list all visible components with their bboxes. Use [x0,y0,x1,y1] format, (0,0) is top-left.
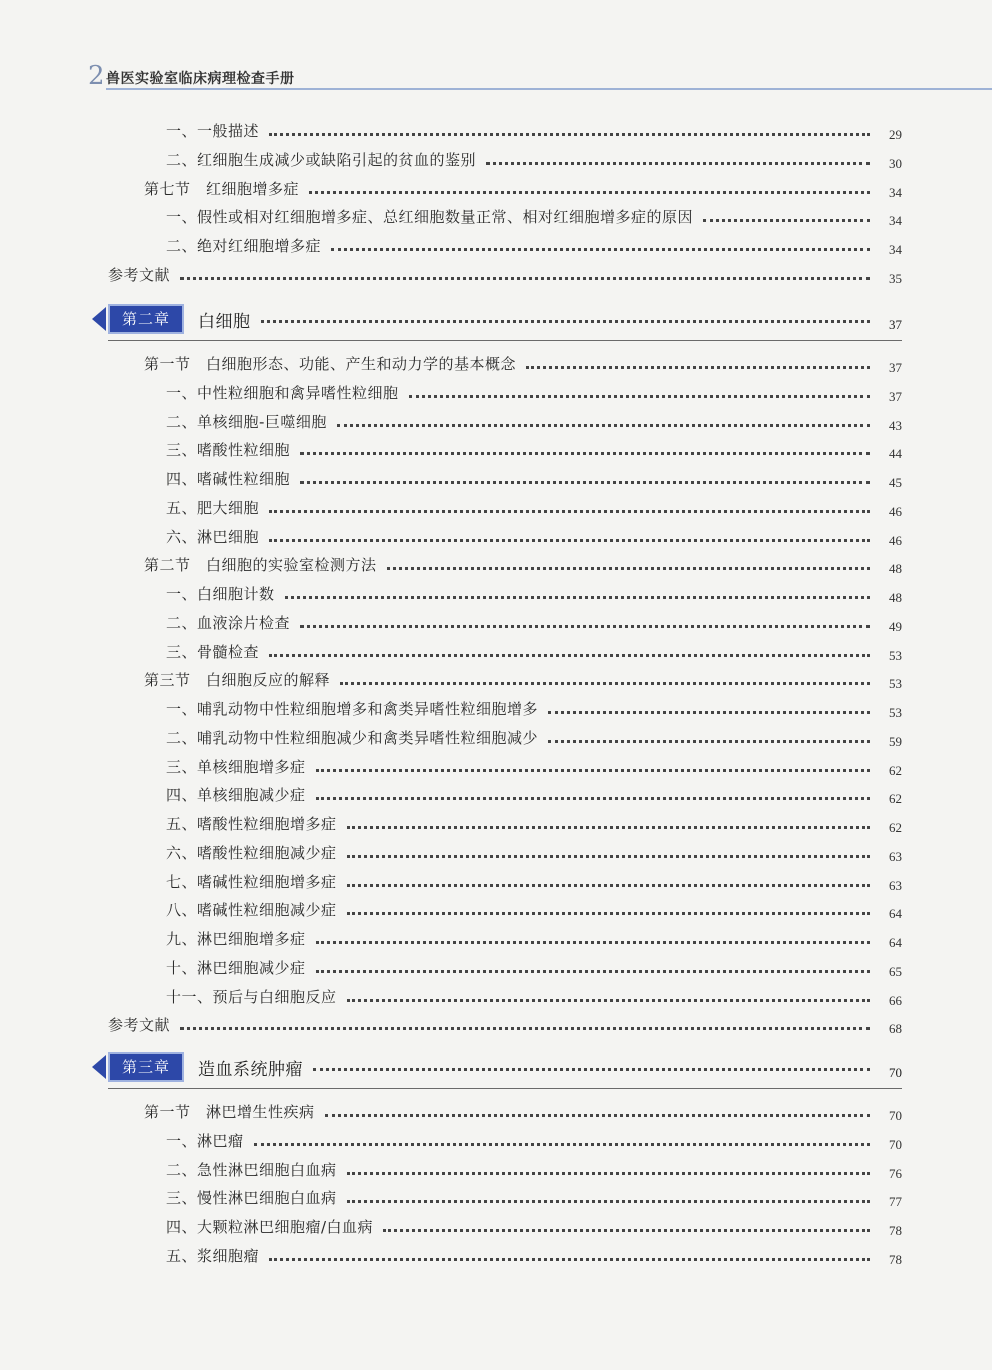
toc-entry[interactable] [166,754,902,776]
toc-entry[interactable] [166,1185,902,1207]
toc-entry-title: 六、淋巴细胞 [166,528,260,546]
toc-entry[interactable] [144,667,902,689]
toc-page-number: 35 [889,271,902,286]
toc-entry-title: 一、白细胞计数 [166,585,275,603]
toc-entry-title: 第一节 白细胞形态、功能、产生和动力学的基本概念 [144,355,517,373]
dot-leader [347,855,870,858]
toc-entry-title: 第七节 红细胞增多症 [144,180,300,198]
toc-page-number: 37 [889,360,902,375]
toc-entry[interactable] [166,409,902,431]
toc-page-number: 62 [889,791,902,806]
dot-leader [269,1258,870,1261]
dot-leader [387,567,870,570]
dot-leader [340,682,870,685]
toc-entry[interactable] [144,176,902,198]
chapter-rule [108,1088,902,1089]
chapter-arrow-icon [92,1055,106,1079]
toc-entry-title: 一、中性粒细胞和禽异嗜性粒细胞 [166,384,399,402]
toc-entry-title: 四、大颗粒淋巴细胞瘤/白血病 [166,1218,374,1236]
toc-entry-title: 二、血液涂片检查 [166,614,291,632]
dot-leader [269,133,870,136]
toc-entry-title: 参考文献 [108,1016,171,1034]
chapter-arrow-icon [92,307,106,331]
toc-entry-title: 二、红细胞生成减少或缺陷引起的贫血的鉴别 [166,151,477,169]
dot-leader [703,219,870,222]
toc-page-number: 66 [889,993,902,1008]
toc-page-number: 78 [889,1223,902,1238]
toc-page-number: 64 [889,935,902,950]
toc-entry-title: 十、淋巴细胞减少症 [166,959,306,977]
toc-entry[interactable] [166,696,902,718]
toc-entry-title: 二、急性淋巴细胞白血病 [166,1161,337,1179]
dot-leader [269,539,870,542]
toc-page-number: 37 [889,389,902,404]
toc-entry-title: 八、嗜碱性粒细胞减少症 [166,901,337,919]
toc-page-number: 70 [889,1108,902,1123]
dot-leader [347,912,870,915]
toc-entry-title: 四、嗜碱性粒细胞 [166,470,291,488]
toc-entry[interactable] [144,1099,902,1121]
toc-entry[interactable] [108,262,902,284]
dot-leader [269,654,870,657]
toc-entry[interactable] [166,610,902,632]
chapter-heading[interactable] [92,306,902,332]
toc-entry[interactable] [108,1012,902,1034]
chapter-title: 白细胞 [198,311,251,332]
toc-entry[interactable] [166,1214,902,1236]
toc-entry[interactable] [166,437,902,459]
dot-leader [313,1068,870,1071]
toc-entry[interactable] [166,782,902,804]
toc-entry[interactable] [166,869,902,891]
dot-leader [325,1114,870,1117]
dot-leader [347,999,870,1002]
toc-entry-title: 四、单核细胞减少症 [166,786,306,804]
toc-entry-title: 二、单核细胞-巨噬细胞 [166,413,327,431]
toc-page-number: 65 [889,964,902,979]
toc-page-number: 53 [889,676,902,691]
dot-leader [486,162,870,165]
dot-leader [347,1200,870,1203]
toc-page-number: 62 [889,820,902,835]
toc-entry[interactable] [166,524,902,546]
toc-page-number: 44 [889,446,902,461]
toc-entry[interactable] [166,639,902,661]
toc-entry[interactable] [166,1128,902,1150]
toc-entry-title: 三、嗜酸性粒细胞 [166,441,291,459]
toc-page-number: 46 [889,504,902,519]
toc-page-number: 62 [889,763,902,778]
toc-page-number: 76 [889,1166,902,1181]
dot-leader [316,941,870,944]
chapter-title: 造血系统肿瘤 [198,1059,304,1080]
toc-page-number: 63 [889,878,902,893]
dot-leader [347,1172,870,1175]
dot-leader [526,366,870,369]
toc-page-number: 48 [889,590,902,605]
dot-leader [337,424,870,427]
dot-leader [285,596,870,599]
toc-entry[interactable] [166,725,902,747]
toc-entry-title: 五、嗜酸性粒细胞增多症 [166,815,337,833]
toc-page-number: 45 [889,475,902,490]
toc-entry-title: 二、哺乳动物中性粒细胞减少和禽类异嗜性粒细胞减少 [166,729,539,747]
dot-leader [383,1229,870,1232]
toc-page-number: 63 [889,849,902,864]
toc-entry-title: 一、假性或相对红细胞增多症、总红细胞数量正常、相对红细胞增多症的原因 [166,208,694,226]
toc-page-number: 59 [889,734,902,749]
chapter-heading[interactable] [92,1054,902,1080]
toc-entry-title: 六、嗜酸性粒细胞减少症 [166,844,337,862]
toc-entry-title: 三、单核细胞增多症 [166,758,306,776]
toc-entry[interactable] [166,118,902,140]
dot-leader [548,740,870,743]
dot-leader [261,320,870,323]
toc-page-number: 64 [889,906,902,921]
toc-entry[interactable] [166,581,902,603]
toc-entry[interactable] [166,466,902,488]
dot-leader [180,277,870,280]
toc-entry[interactable] [166,984,902,1006]
toc-entry-title: 一、一般描述 [166,122,260,140]
dot-leader [180,1027,870,1030]
toc-entry-title: 七、嗜碱性粒细胞增多症 [166,873,337,891]
book-title: 兽医实验室临床病理检查手册 [106,71,295,87]
dot-leader [300,481,870,484]
toc-entry-title: 五、浆细胞瘤 [166,1247,260,1265]
toc-entry-title: 一、淋巴瘤 [166,1132,244,1150]
toc-page-number: 34 [889,185,902,200]
dot-leader [300,625,870,628]
toc-page-number: 53 [889,648,902,663]
toc-page-number: 53 [889,705,902,720]
dot-leader [316,769,870,772]
toc-page-number: 29 [889,127,902,142]
dot-leader [254,1143,870,1146]
toc-entry-title: 五、肥大细胞 [166,499,260,517]
chapter-page-number: 37 [889,317,902,332]
toc-page-number: 78 [889,1252,902,1267]
toc-entry[interactable] [166,840,902,862]
toc-page-number: 48 [889,561,902,576]
toc-entry[interactable] [166,1157,902,1179]
toc-entry[interactable] [166,897,902,919]
toc-entry-title: 第一节 淋巴增生性疾病 [144,1103,315,1121]
dot-leader [331,248,870,251]
toc-page-number: 49 [889,619,902,634]
toc-entry[interactable] [166,955,902,977]
toc-page-number: 46 [889,533,902,548]
toc-entry-title: 三、慢性淋巴细胞白血病 [166,1189,337,1207]
toc-entry[interactable] [166,147,902,169]
toc-entry-title: 一、哺乳动物中性粒细胞增多和禽类异嗜性粒细胞增多 [166,700,539,718]
toc-entry[interactable] [166,380,902,402]
chapter-page-number: 70 [889,1065,902,1080]
dot-leader [347,826,870,829]
toc-entry[interactable] [144,552,902,574]
toc-entry-title: 第三节 白细胞反应的解释 [144,671,331,689]
toc-entry[interactable] [166,204,902,226]
toc-page-number: 70 [889,1137,902,1152]
dot-leader [409,395,870,398]
toc-entry-title: 九、淋巴细胞增多症 [166,930,306,948]
toc-entry-title: 第二节 白细胞的实验室检测方法 [144,556,377,574]
dot-leader [269,510,870,513]
dot-leader [309,191,870,194]
dot-leader [316,970,870,973]
toc-page-number: 77 [889,1194,902,1209]
toc-entry-title: 二、绝对红细胞增多症 [166,237,322,255]
toc-entry[interactable] [144,351,902,373]
toc-entry[interactable] [166,233,902,255]
dot-leader [347,884,870,887]
toc-entry[interactable] [166,926,902,948]
toc-entry[interactable] [166,1243,902,1265]
toc-entry[interactable] [166,495,902,517]
toc-page-number: 34 [889,213,902,228]
toc-entry-title: 三、骨髓检查 [166,643,260,661]
chapter-badge: 第三章 [108,1052,184,1082]
dot-leader [548,711,870,714]
chapter-badge: 第二章 [108,304,184,334]
toc-page-number: 34 [889,242,902,257]
chapter-rule [108,340,902,341]
dot-leader [300,452,870,455]
toc-entry[interactable] [166,811,902,833]
toc-page-number: 43 [889,418,902,433]
dot-leader [316,797,870,800]
page-number: 2 [88,61,105,91]
toc-page-number: 68 [889,1021,902,1036]
toc-entry-title: 十一、预后与白细胞反应 [166,988,337,1006]
toc-page-number: 30 [889,156,902,171]
toc-entry-title: 参考文献 [108,266,171,284]
